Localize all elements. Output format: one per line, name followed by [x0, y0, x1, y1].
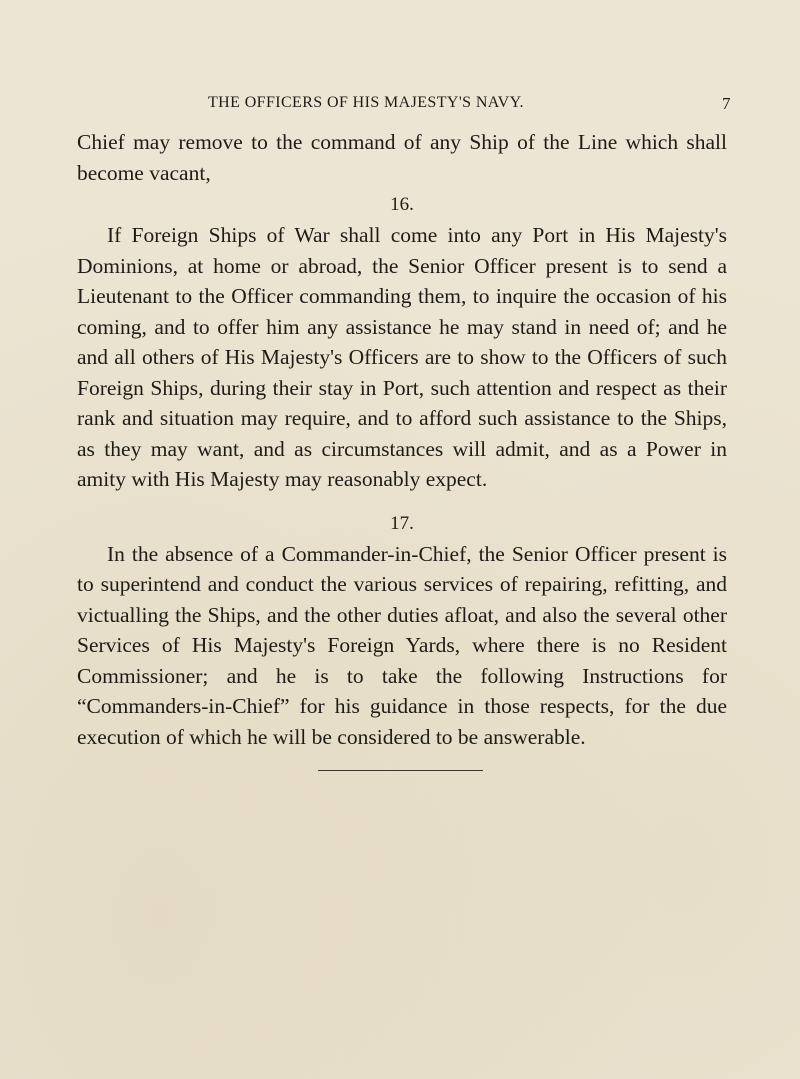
section-number-17: 17. — [390, 512, 414, 534]
running-head — [0, 94, 800, 118]
running-title: THE OFFICERS OF HIS MAJESTY'S NAVY. — [208, 94, 524, 111]
page-number: 7 — [722, 94, 731, 113]
continuation-paragraph: Chief may remove to the command of any Ship of the Line which shall become vacant, — [77, 130, 727, 185]
section-number-16: 16. — [390, 194, 414, 215]
section-16-paragraph: If Foreign Ships of War shall come into any Port in His Majesty's Dominions, at home or abroad, the Senior Officer present is to send a Lieutenant to the Officer commanding them, to inquire the occasion of his coming, and to offer him any assistance he may stand in need of; and he and all others of His Majesty's Officers are to show to the Officers of such Foreign Ships, during their stay in Port, such attention and respect as their rank and situation may require, and to afford such assistance to the Ships, as they may want, and as circumstances will admit, and as a Power in amity with His Majesty may reasonably expect. — [77, 223, 727, 491]
section-end-rule — [318, 770, 483, 771]
section-17-paragraph: In the absence of a Commander-in-Chief, the Senior Officer present is to superintend and conduct the various services of repairing, refitting, and victualling the Ships, and the other duties afloat, and also the several other Services of His Majesty's Foreign Yards, where there is no Resident Commissioner; and he is to take the following Instructions for “Commanders-in-Chief” for his guidance in those respects, for the due execution of which he will be considered to be answerable. — [77, 541, 727, 749]
body-text — [77, 127, 727, 752]
